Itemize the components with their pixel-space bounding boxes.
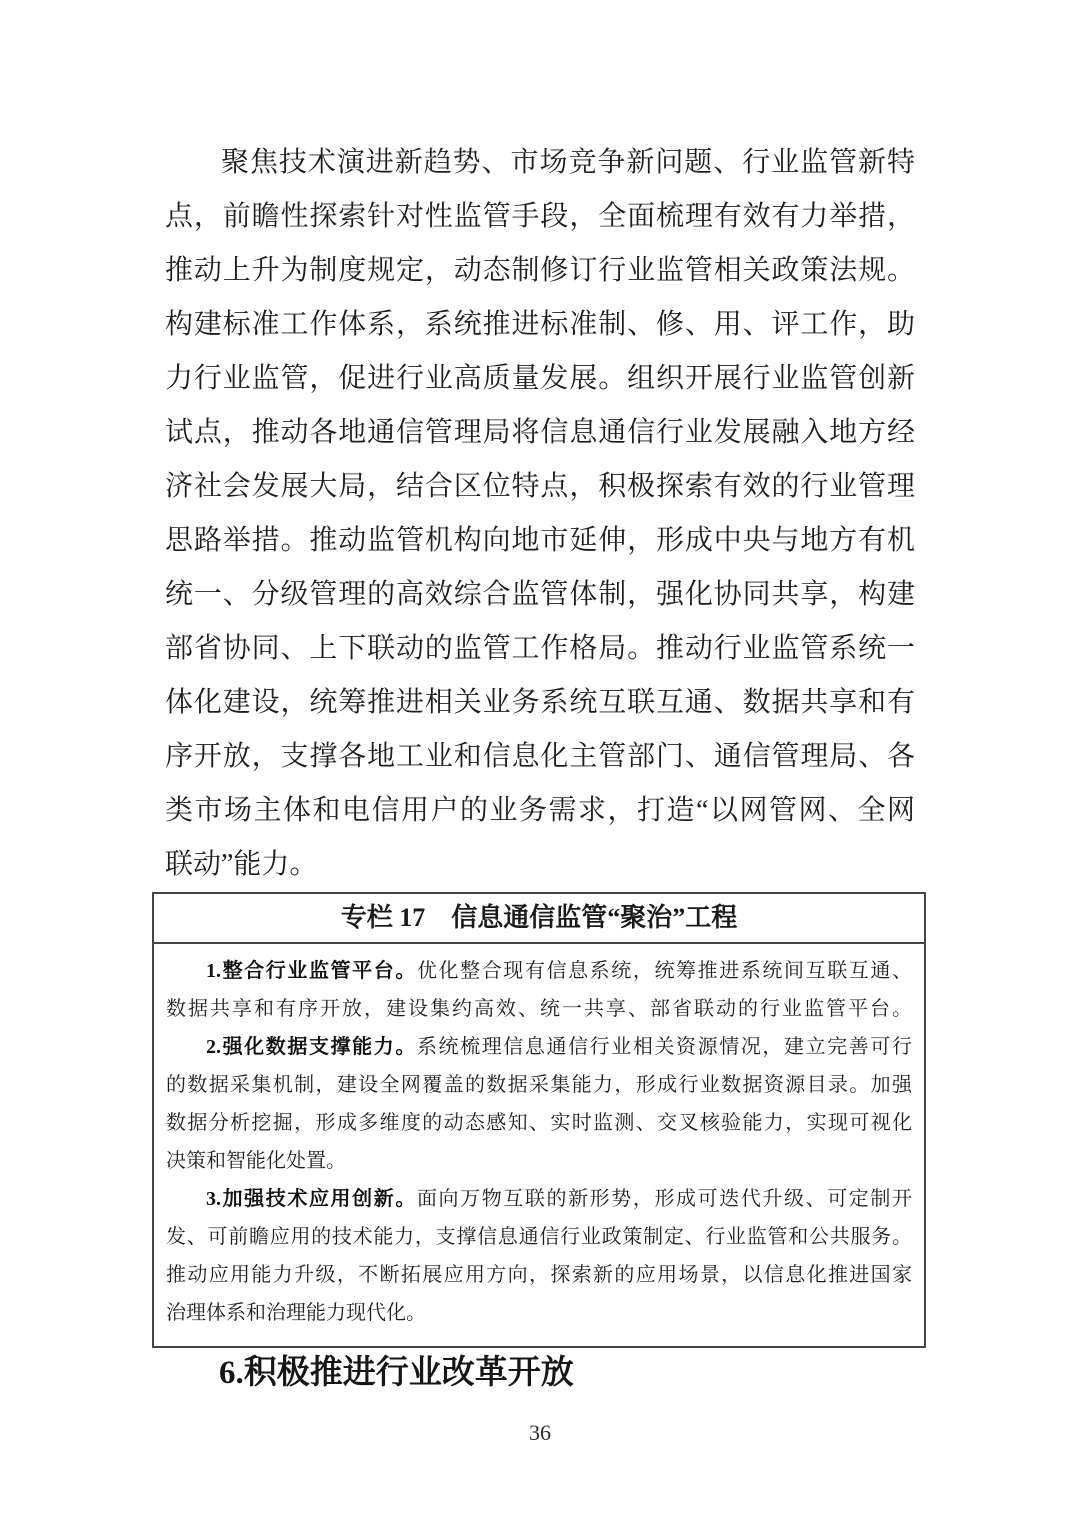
body-text-line: 类市场主体和电信用户的业务需求，打造“以网管网、全网 [165,795,915,826]
body-text-line: 序开放，支撑各地工业和信息化主管部门、通信管理局、各 [165,741,915,772]
body-text-line: 济社会发展大局，结合区位特点，积极探索有效的行业管理 [165,471,915,502]
box-text-line: 治理体系和治理能力现代化。 [166,1302,426,1324]
column-box-body [154,944,924,1346]
box-text-line: 发、可前瞻应用的技术能力，支撑信息通信行业政策制定、行业监管和公共服务。 [166,1226,912,1248]
box-text-line: 数据共享和有序开放，建设集约高效、统一共享、部省联动的行业监管平台。 [166,998,912,1020]
body-text-line: 部省协同、上下联动的监管工作格局。推动行业监管系统一 [165,633,915,664]
body-text-line: 点，前瞻性探索针对性监管手段，全面梳理有效有力举措， [165,201,915,232]
column-box-title: 专栏 17 信息通信监管“聚治”工程 [154,894,924,944]
box-paragraph-lead: 1.整合行业监管平台。 [206,960,417,982]
box-text-line: 2.强化数据支撑能力。系统梳理信息通信行业相关资源情况，建立完善可行 [206,1036,912,1058]
box-text-line: 推动应用能力升级，不断拓展应用方向，探索新的应用场景，以信息化推进国家 [166,1264,912,1286]
box-text-line: 3.加强技术应用创新。面向万物互联的新形势，形成可迭代升级、可定制开 [206,1188,912,1210]
body-text-line: 推动上升为制度规定，动态制修订行业监管相关政策法规。 [165,255,915,286]
body-text-line: 试点，推动各地通信管理局将信息通信行业发展融入地方经 [165,417,915,448]
body-text-line: 思路举措。推动监管机构向地市延伸，形成中央与地方有机 [165,525,915,556]
box-paragraph-lead: 3.加强技术应用创新。 [206,1188,417,1210]
page-number: 36 [529,1420,551,1445]
section-heading: 6.积极推进行业改革开放 [219,1355,574,1391]
body-text-line: 统一、分级管理的高效综合监管体制，强化协同共享，构建 [165,579,915,610]
body-paragraph [165,136,915,892]
body-text-line: 力行业监管，促进行业高质量发展。组织开展行业监管创新 [165,363,915,394]
body-text-line: 聚焦技术演进新趋势、市场竞争新问题、行业监管新特 [221,147,915,178]
box-text-line: 数据分析挖掘，形成多维度的动态感知、实时监测、交叉核验能力，实现可视化 [166,1112,912,1134]
box-paragraph-lead: 2.强化数据支撑能力。 [206,1036,417,1058]
box-text-line: 决策和智能化处置。 [166,1150,346,1172]
body-text-line: 体化建设，统筹推进相关业务系统互联互通、数据共享和有 [165,687,915,718]
column-box-17 [152,892,926,1348]
body-text-line: 联动”能力。 [165,849,318,880]
box-text-line: 的数据采集机制，建设全网覆盖的数据采集能力，形成行业数据资源目录。加强 [166,1074,912,1096]
box-text-line: 1.整合行业监管平台。优化整合现有信息系统，统筹推进系统间互联互通、 [206,960,912,982]
body-text-line: 构建标准工作体系，系统推进标准制、修、用、评工作，助 [165,309,915,340]
